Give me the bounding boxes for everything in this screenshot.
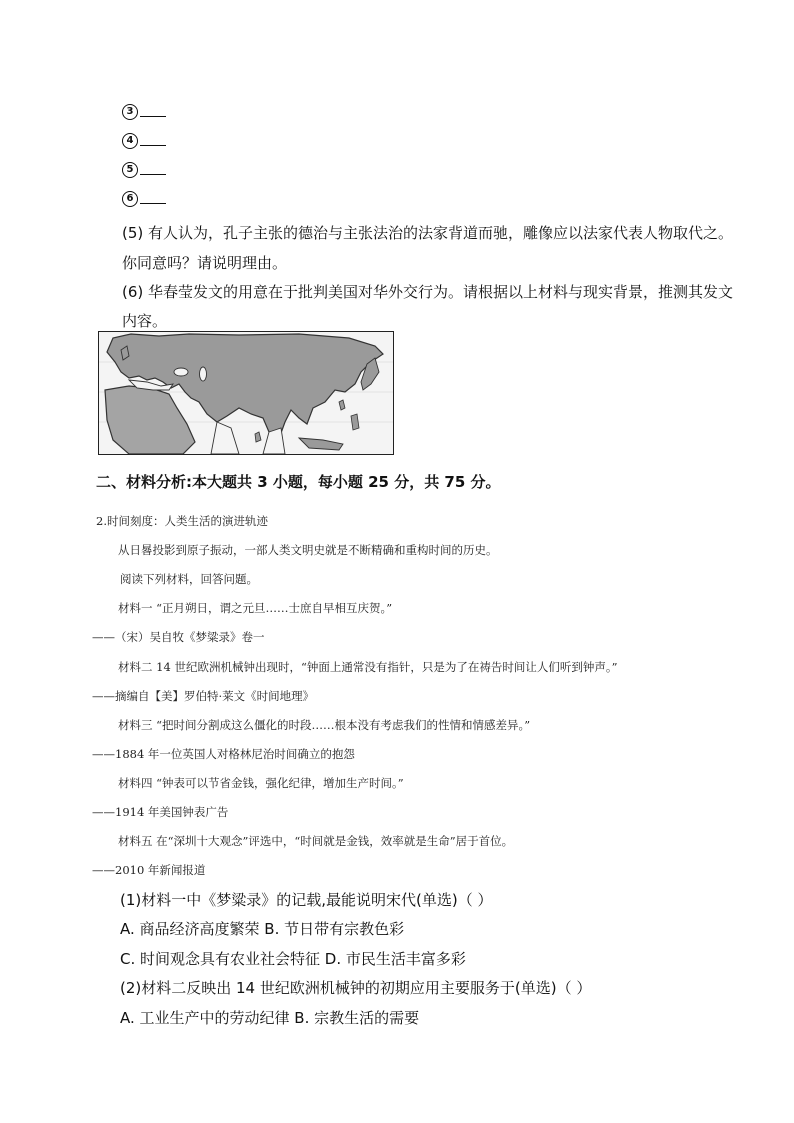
material-1-source: ——（宋）吴自牧《梦粱录》卷一 bbox=[92, 630, 265, 644]
material-3-text: 材料三 “把时间分割成这么僵化的时段……根本没有考虑我们的性情和情感差异。” bbox=[118, 718, 531, 732]
question-6-line1: (6) 华春莹发文的用意在于批判美国对华外交行为。请根据以上材料与现实背景，推测其发文 bbox=[122, 283, 734, 301]
subquestion-1-options-cd[interactable]: C. 时间观念具有农业社会特征 D. 市民生活丰富多彩 bbox=[120, 950, 466, 968]
circled-number: 4 bbox=[122, 133, 138, 149]
material-3-source: ——1884 年一位英国人对格林尼治时间确立的抱怨 bbox=[92, 747, 355, 761]
answer-blank[interactable] bbox=[140, 145, 166, 146]
blank-item-3 bbox=[122, 104, 166, 120]
material-5-text: 材料五 在“深圳十大观念”评选中，“时间就是金钱，效率就是生命”居于首位。 bbox=[118, 834, 514, 848]
section-title: 二、材料分析:本大题共 3 小题，每小题 25 分，共 75 分。 bbox=[96, 473, 501, 491]
circled-number: 3 bbox=[122, 104, 138, 120]
subquestion-2-stem: (2)材料二反映出 14 世纪欧洲机械钟的初期应用主要服务于(单选)（ ） bbox=[120, 979, 592, 997]
material-2-text: 材料二 14 世纪欧洲机械钟出现时，“钟面上通常没有指针，只是为了在祷告时间让人们听到钟声。” bbox=[118, 660, 618, 674]
circled-number: 6 bbox=[122, 191, 138, 207]
question-2-title: 2.时间刻度：人类生活的演进轨迹 bbox=[96, 514, 268, 528]
subquestion-1-options-ab[interactable]: A. 商品经济高度繁荣 B. 节日带有宗教色彩 bbox=[120, 920, 405, 938]
answer-blank[interactable] bbox=[140, 116, 166, 117]
circled-number: 5 bbox=[122, 162, 138, 178]
world-map-icon bbox=[99, 332, 393, 454]
blank-item-4 bbox=[122, 133, 166, 149]
question-2-instruction: 阅读下列材料，回答问题。 bbox=[120, 572, 258, 586]
subquestion-2-options-ab[interactable]: A. 工业生产中的劳动纪律 B. 宗教生活的需要 bbox=[120, 1009, 420, 1027]
material-5-source: ——2010 年新闻报道 bbox=[92, 863, 206, 877]
world-map-figure bbox=[98, 331, 394, 455]
question-6-line2: 内容。 bbox=[122, 312, 168, 330]
subquestion-1-stem: (1)材料一中《梦粱录》的记载,最能说明宋代(单选)（ ） bbox=[120, 891, 493, 909]
material-4-source: ——1914 年美国钟表广告 bbox=[92, 805, 229, 819]
blank-item-6 bbox=[122, 191, 166, 207]
question-5-line2: 你同意吗？请说明理由。 bbox=[122, 254, 288, 272]
answer-blank[interactable] bbox=[140, 174, 166, 175]
question-5-line1: (5) 有人认为，孔子主张的德治与主张法治的法家背道而驰，雕像应以法家代表人物取代之。 bbox=[122, 224, 734, 242]
question-2-intro: 从日晷投影到原子振动，一部人类文明史就是不断精确和重构时间的历史。 bbox=[118, 543, 498, 557]
answer-blank[interactable] bbox=[140, 203, 166, 204]
material-4-text: 材料四 “钟表可以节省金钱，强化纪律，增加生产时间。” bbox=[118, 776, 404, 790]
blank-item-5 bbox=[122, 162, 166, 178]
material-1-text: 材料一 “正月朔日，谓之元旦……士庶自早相互庆贺。” bbox=[118, 601, 393, 615]
material-2-source: ——摘编自【美】罗伯特·莱文《时间地理》 bbox=[92, 689, 315, 703]
